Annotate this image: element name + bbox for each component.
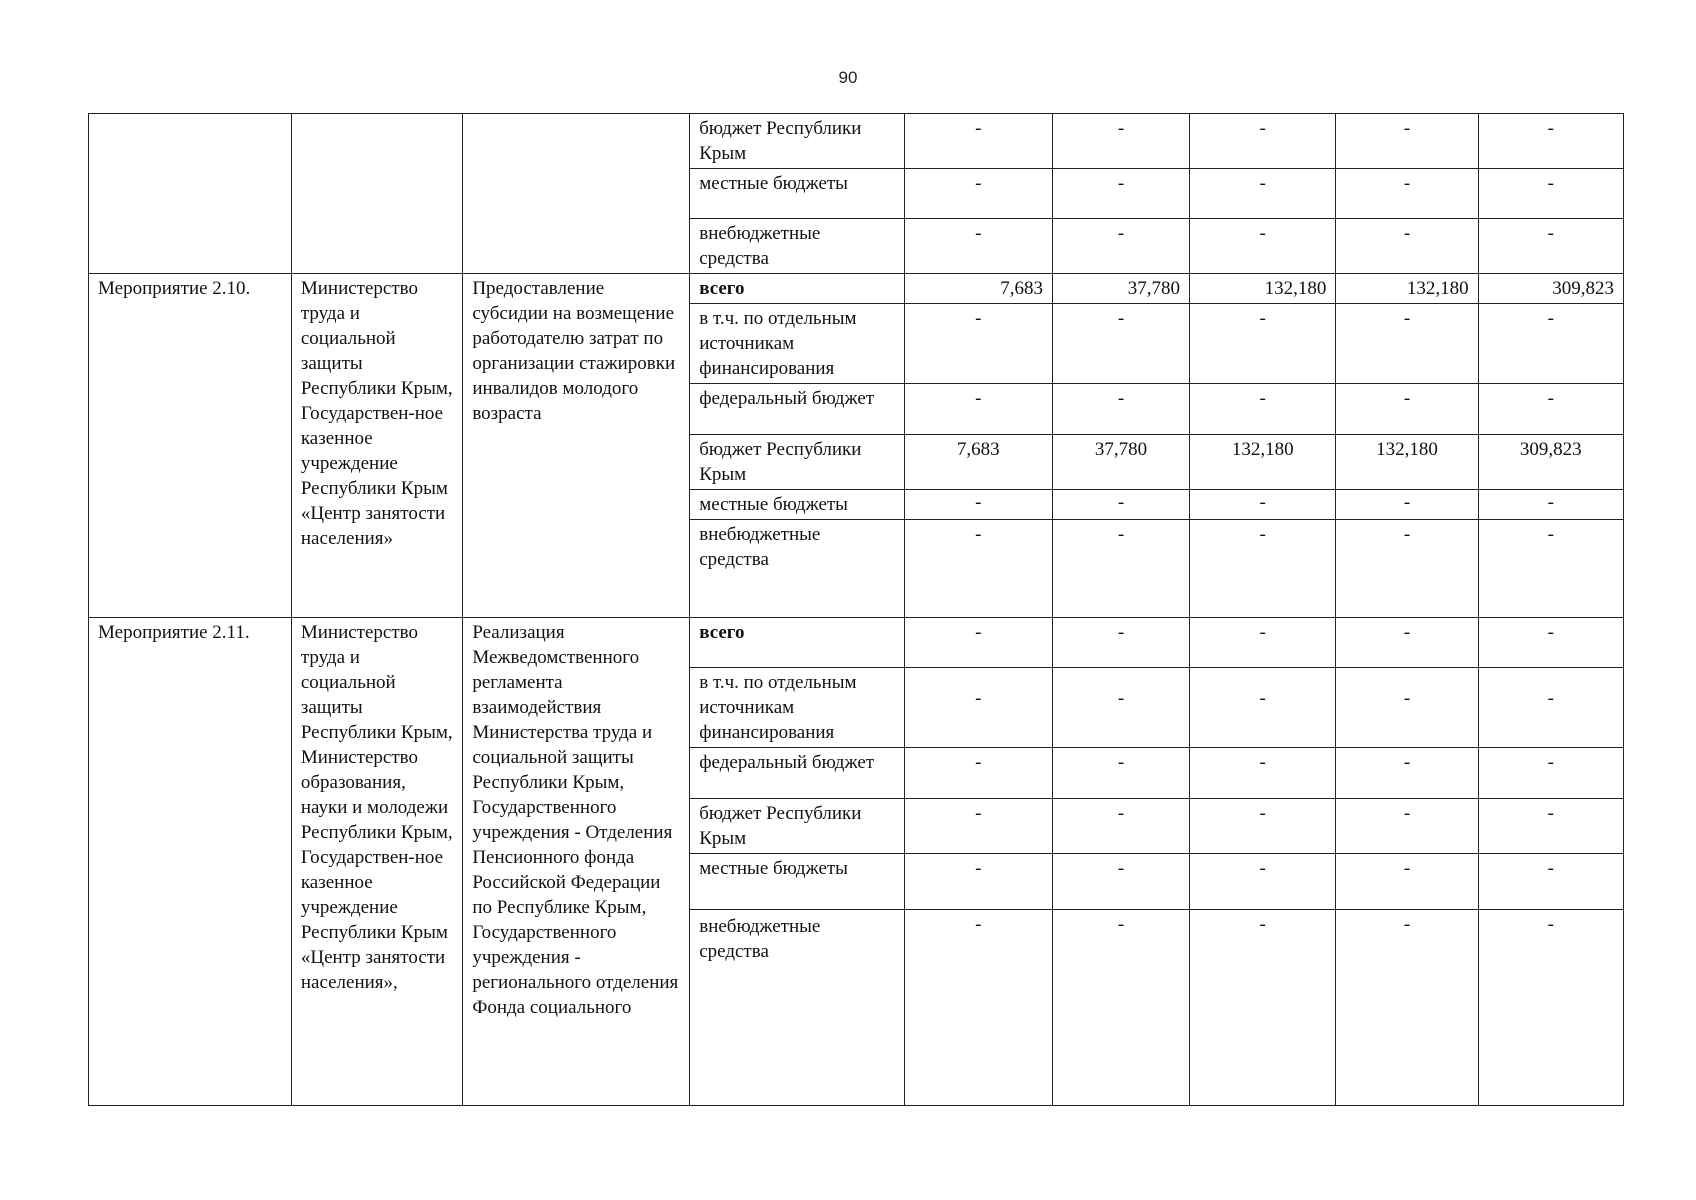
value-cell: - <box>904 799 1052 854</box>
value-cell: 132,180 <box>1190 274 1336 304</box>
source-cell: в т.ч. по отдельным источникам финансирования <box>690 304 904 384</box>
value-cell: 132,180 <box>1190 435 1336 490</box>
value-cell: 309,823 <box>1478 435 1623 490</box>
value-cell: - <box>1336 304 1478 384</box>
value-cell: 309,823 <box>1478 274 1623 304</box>
value-cell: - <box>1478 910 1623 1106</box>
activity-name: Мероприятие 2.11. <box>89 618 292 1106</box>
value-cell: - <box>1336 169 1478 219</box>
value-cell: - <box>1190 748 1336 799</box>
value-cell: - <box>1053 114 1190 169</box>
value-cell: 7,683 <box>904 274 1052 304</box>
value-cell: - <box>904 384 1052 435</box>
value-cell: - <box>1053 384 1190 435</box>
value-cell: - <box>1336 854 1478 910</box>
value-cell: - <box>904 114 1052 169</box>
source-cell: бюджет Республики Крым <box>690 114 904 169</box>
value-cell: - <box>1053 219 1190 274</box>
source-cell: всего <box>690 274 904 304</box>
value-cell: 132,180 <box>1336 435 1478 490</box>
value-cell: - <box>904 169 1052 219</box>
value-cell: - <box>904 520 1052 618</box>
value-cell: - <box>904 304 1052 384</box>
value-cell: - <box>1190 799 1336 854</box>
value-cell: - <box>1478 219 1623 274</box>
value-cell: 37,780 <box>1053 274 1190 304</box>
source-cell: федеральный бюджет <box>690 748 904 799</box>
funding-table <box>88 113 1624 1106</box>
value-cell: - <box>1336 799 1478 854</box>
value-cell: - <box>1053 799 1190 854</box>
page-number: 90 <box>838 68 858 87</box>
value-cell: - <box>1478 304 1623 384</box>
source-cell: в т.ч. по отдельным источникам финансирования <box>690 668 904 748</box>
value-cell: - <box>1478 169 1623 219</box>
value-cell: - <box>1336 219 1478 274</box>
value-cell: - <box>1053 169 1190 219</box>
value-cell: - <box>904 490 1052 520</box>
activity-name: Мероприятие 2.10. <box>89 274 292 618</box>
table-row <box>89 274 1624 304</box>
value-cell: - <box>1190 910 1336 1106</box>
value-cell: - <box>904 910 1052 1106</box>
value-cell: - <box>1336 748 1478 799</box>
value-cell: - <box>1190 169 1336 219</box>
source-cell: местные бюджеты <box>690 854 904 910</box>
table-row <box>89 114 1624 169</box>
value-cell: - <box>1190 668 1336 748</box>
value-cell: - <box>1190 114 1336 169</box>
value-cell: - <box>1336 618 1478 668</box>
value-cell: - <box>1053 854 1190 910</box>
value-cell: - <box>1190 854 1336 910</box>
executor-cell <box>291 114 462 274</box>
source-cell: бюджет Республики Крым <box>690 799 904 854</box>
value-cell: 132,180 <box>1336 274 1478 304</box>
value-cell: - <box>1478 520 1623 618</box>
source-cell: бюджет Республики Крым <box>690 435 904 490</box>
value-cell: - <box>1053 748 1190 799</box>
value-cell: 7,683 <box>904 435 1052 490</box>
value-cell: - <box>1336 114 1478 169</box>
executor: Министерство труда и социальной защиты Республики Крым, Министерство образования, науки и молодежи Республики Крым, Государствен-ное казенное учреждение Республики Крым «Центр занятости населения», <box>291 618 462 1106</box>
source-cell: всего <box>690 618 904 668</box>
value-cell: - <box>1336 384 1478 435</box>
value-cell: - <box>1478 799 1623 854</box>
value-cell: - <box>1478 748 1623 799</box>
activity-description: Реализация Межведомственного регламента взаимодействия Министерства труда и социальной защиты Республики Крым, Государственного учреждения - Отделения Пенсионного фонда Российской Федерации по Республике Крым, Государственного учреждения - регионального отделения Фонда социального <box>463 618 690 1106</box>
source-cell: внебюджетные средства <box>690 219 904 274</box>
value-cell: - <box>1190 618 1336 668</box>
value-cell: - <box>1478 854 1623 910</box>
executor: Министерство труда и социальной защиты Республики Крым, Государствен-ное казенное учреждение Республики Крым «Центр занятости населения» <box>291 274 462 618</box>
value-cell: - <box>1478 490 1623 520</box>
value-cell: - <box>1053 618 1190 668</box>
value-cell: - <box>1190 304 1336 384</box>
value-cell: - <box>904 748 1052 799</box>
value-cell: - <box>1336 668 1478 748</box>
activity-description: Предоставление субсидии на возмещение работодателю затрат по организации стажировки инвалидов молодого возраста <box>463 274 690 618</box>
value-cell: - <box>1190 490 1336 520</box>
value-cell: - <box>1336 520 1478 618</box>
value-cell: - <box>904 219 1052 274</box>
value-cell: - <box>904 618 1052 668</box>
value-cell: - <box>1053 910 1190 1106</box>
value-cell: - <box>1190 384 1336 435</box>
value-cell: - <box>1190 219 1336 274</box>
source-cell: внебюджетные средства <box>690 910 904 1106</box>
value-cell: - <box>1190 520 1336 618</box>
value-cell: - <box>1336 910 1478 1106</box>
table-row <box>89 618 1624 668</box>
value-cell: - <box>1053 520 1190 618</box>
value-cell: - <box>1478 384 1623 435</box>
value-cell: - <box>1053 668 1190 748</box>
value-cell: - <box>1478 618 1623 668</box>
value-cell: - <box>1478 668 1623 748</box>
source-cell: федеральный бюджет <box>690 384 904 435</box>
source-cell: местные бюджеты <box>690 490 904 520</box>
value-cell: 37,780 <box>1053 435 1190 490</box>
value-cell: - <box>1336 490 1478 520</box>
description-cell <box>463 114 690 274</box>
value-cell: - <box>904 854 1052 910</box>
source-cell: внебюджетные средства <box>690 520 904 618</box>
source-cell: местные бюджеты <box>690 169 904 219</box>
value-cell: - <box>1053 304 1190 384</box>
value-cell: - <box>904 668 1052 748</box>
value-cell: - <box>1478 114 1623 169</box>
activity-cell <box>89 114 292 274</box>
value-cell: - <box>1053 490 1190 520</box>
